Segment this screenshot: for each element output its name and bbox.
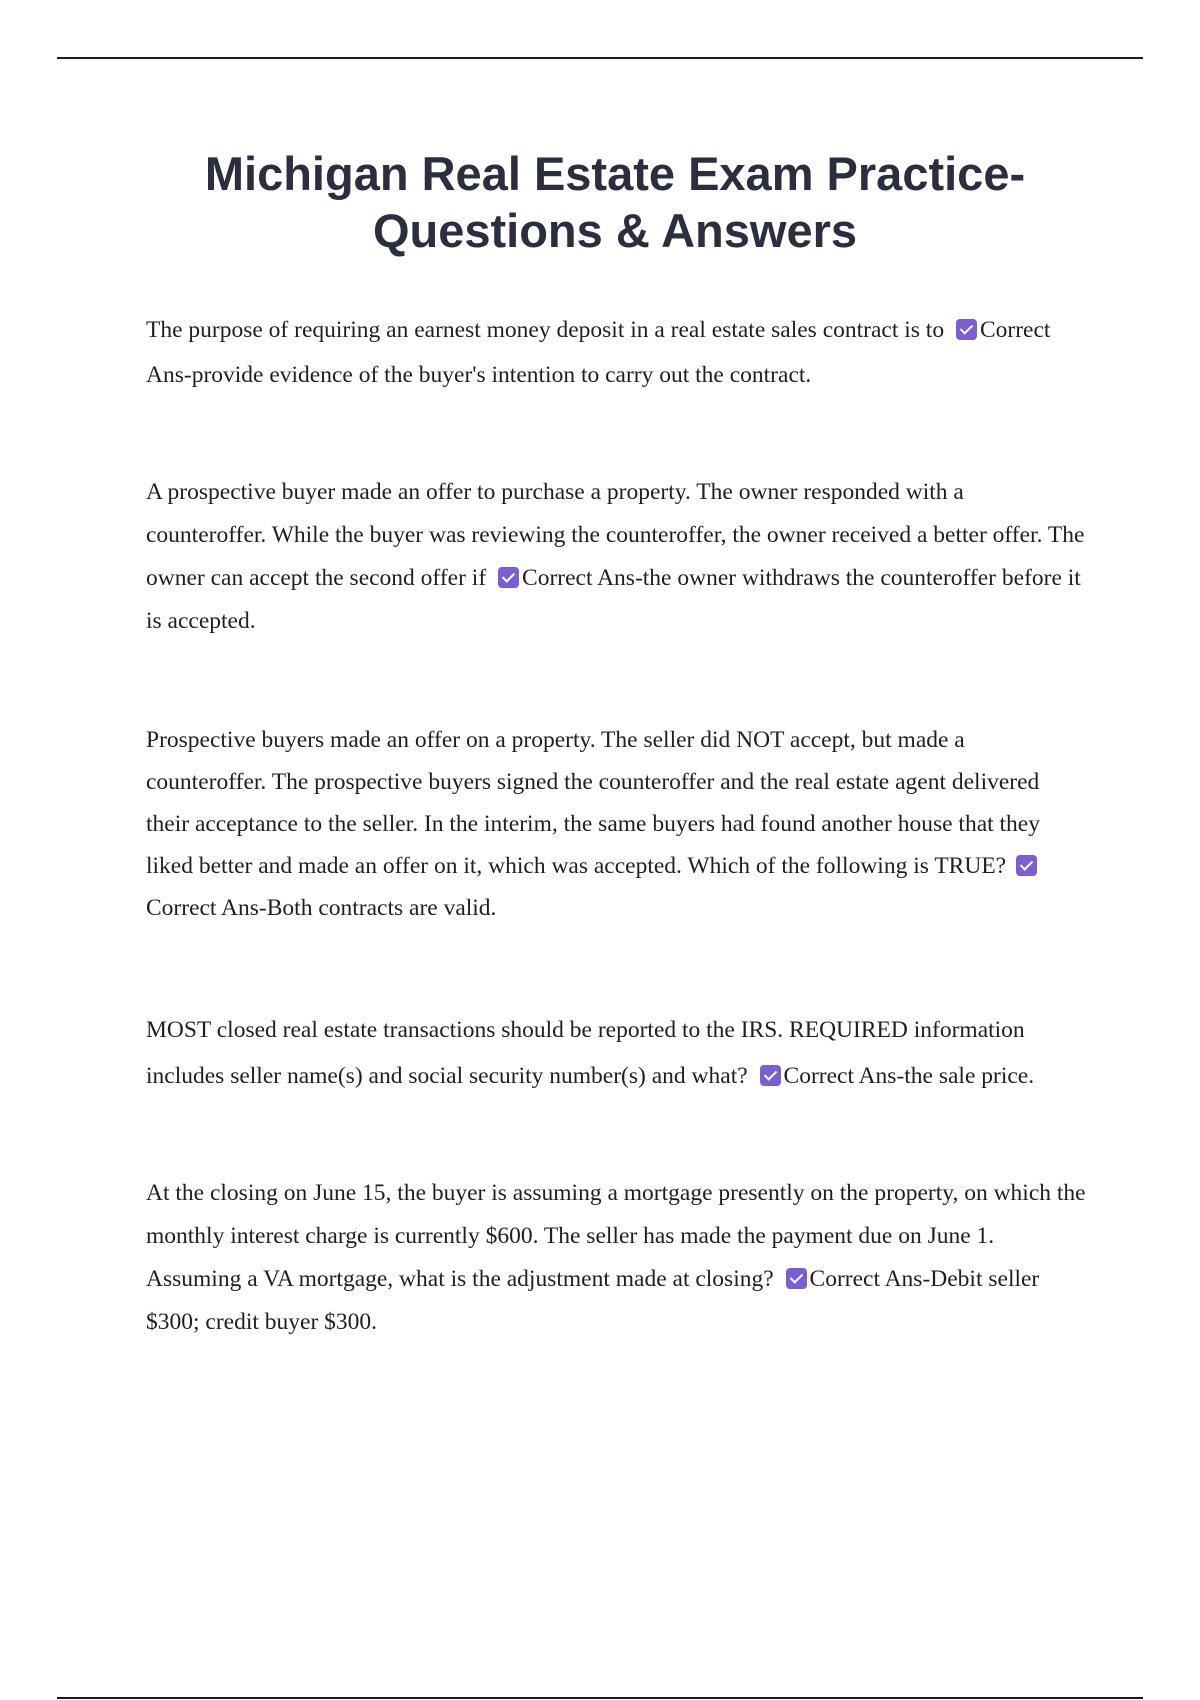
checkbox-checked-icon [956,319,977,340]
question-text: At the closing on June 15, the buyer is assuming a mortgage presently on the property, on which the monthly interest charge is currently $600. The seller has made the payment due on June 1. Assuming a VA mortgage, what is the adjustment made at closing? [146,1180,1086,1292]
question-text: A prospective buyer made an offer to purchase a property. The owner responded with a counteroffer. While the buyer was reviewing the counteroffer, the owner received a better offer. The owner can accept the second offer if [146,479,1085,591]
bottom-rule [57,1697,1143,1699]
qa-item-1 [146,308,1088,398]
qa-item-5 [146,1172,1088,1344]
checkbox-checked-icon [760,1065,781,1086]
answer-text: Correct Ans-the owner withdraws the counteroffer before it is accepted. [146,565,1081,634]
answer-text: Correct Ans-the sale price. [783,1063,1035,1089]
answer-text: Correct Ans-Both contracts are valid. [146,895,497,921]
qa-item-4 [146,1007,1088,1099]
top-rule [57,57,1143,59]
answer-text: Correct Ans-provide evidence of the buyer's intention to carry out the contract. [146,317,1051,388]
checkbox-checked-icon [498,567,519,588]
qa-item-3 [146,719,1088,929]
answer-text: Correct Ans-Debit seller $300; credit buyer $300. [146,1266,1040,1335]
question-text: The purpose of requiring an earnest money deposit in a real estate sales contract is to [146,317,945,343]
question-text: Prospective buyers made an offer on a property. The seller did NOT accept, but made a counteroffer. The prospective buyers signed the counteroffer and the real estate agent delivered their acceptance to the seller. In the interim, the same buyers had found another house that they liked better and made an offer on it, which was accepted. Which of the following is TRUE? [146,727,1040,879]
document-title: Michigan Real Estate Exam Practice-Questions & Answers [204,147,1026,257]
checkbox-checked-icon [1016,855,1037,876]
qa-item-2 [146,471,1088,643]
checkbox-checked-icon [786,1268,807,1289]
question-text: MOST closed real estate transactions should be reported to the IRS. REQUIRED information includes seller name(s) and social security number(s) and what? [146,1017,1025,1089]
